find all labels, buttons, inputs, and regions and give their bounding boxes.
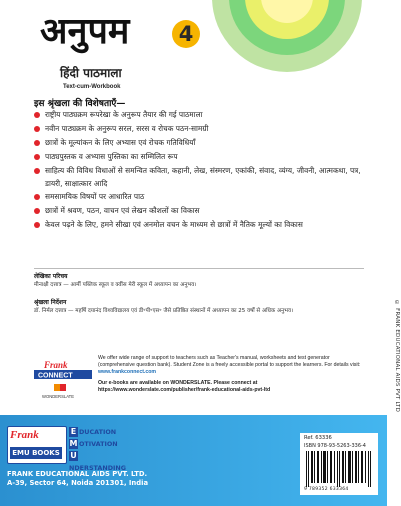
feature-item: समसामयिक विषयों पर आधारित पाठ [34,190,364,204]
ref-number: Ref. 63336 [304,435,332,441]
emu-books-label: EMU BOOKS [10,447,62,459]
ebook-text: Our e-books are available on WONDERSLATE. Please connect at https://www.wonderslate.com/publisher/frank-educational-aids-pvt-ltd [98,380,271,393]
barcode-panel [300,433,378,495]
bullet-icon [34,140,40,146]
barcode-icon [304,451,374,487]
publisher-info [7,470,148,488]
editor-heading: श्रृंखला निर्देशन [34,299,67,306]
isbn-number: ISBN 978-93-5263-336-4 [304,443,366,449]
wonderslate-link[interactable]: https://www.wonderslate.com/publisher/frank-educational-aids-pvt-ltd [98,387,271,393]
bullet-icon [34,112,40,118]
features-list [34,108,364,231]
bullet-icon [34,168,40,174]
author-heading: लेखिका परिचय [34,273,68,280]
bullet-icon [34,222,40,228]
emu-tagline [69,426,127,472]
emu-row-education: E DUCATION [70,427,117,436]
frank-connect-logo [34,358,94,406]
wonderslate-logo [42,384,74,399]
book-title: अनुपम [40,11,130,52]
book-spine [387,0,401,506]
feature-item: पाठ्यपुस्तक व अभ्यास पुस्तिका का सम्मिलित रूप [34,150,364,164]
svg-text:Frank: Frank [44,360,68,370]
book-subtitle: हिंदी पाठमाला [60,66,122,80]
emu-row-understanding: UNDERSTANDING [69,451,126,472]
frank-wordmark: Frank [10,429,39,441]
frank-emu-books-logo [7,426,67,464]
feature-item: छात्रों में श्रवण, पठन, वाचन एवं लेखन कौशलों का विकास [34,204,364,218]
book-type-label: Text-cum-Workbook [63,84,121,90]
author-body: मीनाक्षी दत्तात्र — आर्मी पब्लिक स्कूल व क्वींस मेरी स्कूल में अध्यापन का अनुभव। [34,282,197,288]
book-number-badge: 4 [172,20,200,48]
bullet-icon [34,194,40,200]
feature-item: साहित्य की विविध विधाओं से समन्वित कविता, कहानी, लेख, संस्मरण, एकांकी, संवाद, व्यंग्य, जीवनी, आत्मकथा, पत्र, डायरी, साक्षात्कार आदि [34,164,364,190]
svg-text:CONNECT: CONNECT [38,372,73,380]
bullet-icon [34,154,40,160]
teacher-support-text: We offer wide range of support to teachers such as Teacher's manual, worksheets and test generator (comprehensive question bank). Student Zone is a freely accessible portal to support the learners. For details visit: www.frankconnect.com [98,355,361,375]
spine-copyright: © FRANK EDUCATIONAL AIDS PVT LTD [394,300,400,413]
barcode-digits: 9 789352 633364 [304,487,349,492]
publisher-address: A-39, Sector 64, Noida 201301, India [7,479,149,487]
features-heading: इस श्रृंखला की विशेषताएँ— [34,99,126,109]
feature-item: राष्ट्रीय पाठ्यक्रम रूपरेखा के अनुरूप तैयार की गई पाठमाला [34,108,364,122]
bullet-icon [34,126,40,132]
publisher-name: FRANK EDUCATIONAL AIDS PVT. LTD. [7,470,148,478]
feature-item: छात्रों के मूल्यांकन के लिए अभ्यास एवं रोचक गतिविधियाँ [34,136,364,150]
editor-body: डॉ. निर्मल दत्तात्र — महर्षि दयानंद विश्वविद्यालय एवं डी॰पी॰एस॰ जैसे प्रतिष्ठित संस्थानों में अध्यापन का 25 वर्षों से अधिक अनुभव। [34,308,294,314]
bullet-icon [34,208,40,214]
feature-item: केवल पढ़ने के लिए, हमने सीखा एवं अनमोल वचन के माध्यम से छात्रों में नैतिक मूल्यों का विकास [34,218,364,231]
frank-connect-link[interactable]: www.frankconnect.com [98,369,157,375]
feature-item: नवीन पाठ्यक्रम के अनुरूप सरल, सरस व रोचक पठन-सामग्री [34,122,364,136]
sun-graphic [212,0,362,72]
divider [34,268,364,269]
emu-row-motivation: M OTIVATION [69,439,118,448]
svg-text:WONDERSLATE: WONDERSLATE [42,394,75,399]
